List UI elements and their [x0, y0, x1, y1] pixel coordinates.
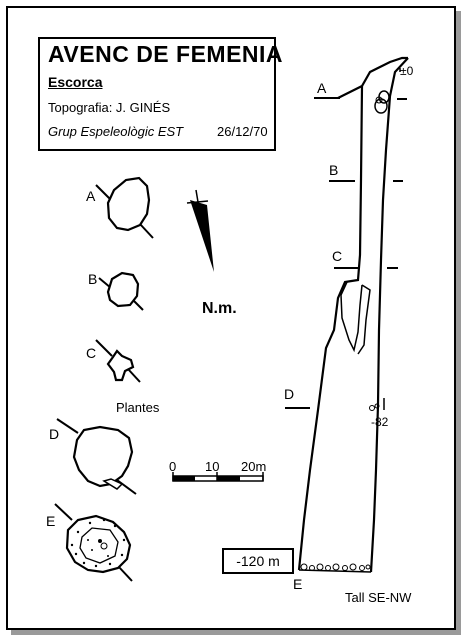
scale-ten: 10 [205, 459, 220, 474]
scale-twenty: 20m [241, 459, 267, 474]
section-label-a: A [317, 80, 327, 96]
location-name: Escorca [48, 74, 103, 90]
survey-date: 26/12/70 [217, 124, 268, 139]
depth-bottom: -120 m [222, 548, 294, 574]
section-label-b: B [329, 162, 339, 178]
scale-zero: 0 [169, 459, 177, 474]
map-title: AVENC DE FEMENIA [48, 41, 284, 67]
plan-d [57, 419, 136, 494]
plan-label-b: B [88, 271, 98, 287]
plan-a [96, 178, 153, 238]
plans-label: Plantes [116, 400, 160, 415]
cave-section [299, 58, 408, 572]
plan-label-d: D [49, 426, 60, 442]
topography-credit: Topografia: J. GINÉS [48, 100, 171, 115]
depth-mid: -82 [371, 415, 389, 429]
group-name: Grup Espeleològic EST [48, 124, 184, 139]
plan-label-e: E [46, 513, 56, 529]
section-type: Tall SE-NW [345, 590, 412, 605]
north-arrow-icon [187, 190, 214, 272]
section-label-d: D [284, 386, 295, 402]
section-label-c: C [332, 248, 343, 264]
plan-b [99, 273, 143, 310]
plan-c [96, 340, 140, 382]
section-label-e: E [293, 576, 303, 592]
plan-label-a: A [86, 188, 96, 204]
plan-e [55, 504, 132, 581]
depth-top: ±0 [400, 64, 414, 78]
plan-label-c: C [86, 345, 97, 361]
north-label: N.m. [202, 300, 237, 317]
